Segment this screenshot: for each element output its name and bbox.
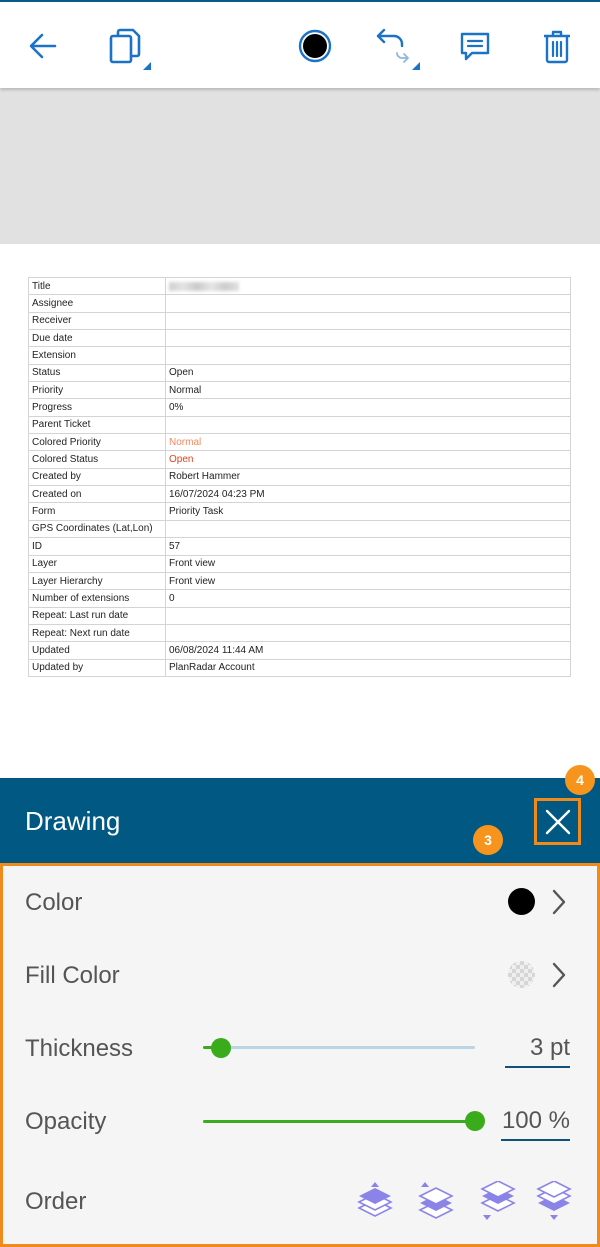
table-row: [29, 503, 571, 520]
field-value: Normal: [166, 382, 571, 399]
field-label: Layer: [29, 555, 166, 572]
close-button[interactable]: [534, 798, 581, 845]
chevron-right-icon[interactable]: [551, 888, 567, 916]
dropdown-indicator-icon: [143, 62, 151, 70]
table-row: [29, 399, 571, 416]
field-label: Due date: [29, 330, 166, 347]
opacity-slider-handle[interactable]: [465, 1111, 485, 1131]
field-value: 57: [166, 538, 571, 555]
field-value: [166, 624, 571, 641]
dropdown-indicator-icon: [412, 62, 420, 70]
table-row: [29, 642, 571, 659]
field-value: 16/07/2024 04:23 PM: [166, 486, 571, 503]
field-value: [166, 416, 571, 433]
field-label: Layer Hierarchy: [29, 572, 166, 589]
field-label: GPS Coordinates (Lat,Lon): [29, 520, 166, 537]
order-label: Order: [25, 1188, 87, 1215]
thickness-value-field[interactable]: 3 pt: [505, 1034, 570, 1068]
drawing-options-panel: [0, 863, 600, 1247]
close-icon: [545, 809, 571, 835]
opacity-slider-fill: [203, 1120, 475, 1123]
field-value: [166, 607, 571, 624]
step-badge-4: 4: [565, 765, 595, 795]
copy-pages-icon[interactable]: [103, 24, 147, 68]
fill-color-label: Fill Color: [25, 962, 120, 989]
table-row: [29, 572, 571, 589]
table-row: [29, 312, 571, 329]
trash-icon[interactable]: [535, 24, 579, 68]
table-row: [29, 538, 571, 555]
field-value: [166, 330, 571, 347]
field-label: Form: [29, 503, 166, 520]
field-value: Front view: [166, 572, 571, 589]
field-label: Status: [29, 364, 166, 381]
opacity-value-field[interactable]: 100 %: [501, 1107, 570, 1141]
table-row: [29, 416, 571, 433]
bring-to-front-icon[interactable]: [355, 1181, 395, 1221]
color-label: Color: [25, 889, 83, 916]
field-label: Receiver: [29, 312, 166, 329]
back-arrow-icon[interactable]: [21, 24, 65, 68]
ticket-fields-table: [28, 277, 571, 677]
panel-title: Drawing: [25, 806, 121, 836]
comment-icon[interactable]: [453, 24, 497, 68]
table-row: [29, 486, 571, 503]
field-value: [166, 295, 571, 312]
field-label: Created by: [29, 468, 166, 485]
table-row: [29, 278, 571, 295]
thickness-label: Thickness: [25, 1035, 134, 1062]
chevron-right-icon[interactable]: [551, 961, 567, 989]
field-value: Robert Hammer: [166, 468, 571, 485]
field-value: Open: [166, 364, 571, 381]
field-value: Normal: [166, 434, 571, 451]
field-value: Front view: [166, 555, 571, 572]
field-value: 0: [166, 590, 571, 607]
field-label: Number of extensions: [29, 590, 166, 607]
field-value: Priority Task: [166, 503, 571, 520]
ticket-document: [28, 277, 571, 677]
field-label: Priority: [29, 382, 166, 399]
field-label: Created on: [29, 486, 166, 503]
undo-redo-icon[interactable]: [372, 24, 416, 68]
field-label: Repeat: Next run date: [29, 624, 166, 641]
fill-color-swatch[interactable]: [508, 961, 535, 988]
table-row: [29, 555, 571, 572]
table-row: [29, 624, 571, 641]
table-row: [29, 347, 571, 364]
table-row: [29, 659, 571, 676]
opacity-label: Opacity: [25, 1108, 107, 1135]
field-label: Parent Ticket: [29, 416, 166, 433]
table-row: [29, 520, 571, 537]
field-label: Repeat: Last run date: [29, 607, 166, 624]
field-value: [166, 520, 571, 537]
step-badge-3: 3: [473, 825, 503, 855]
field-label: Progress: [29, 399, 166, 416]
field-label: Extension: [29, 347, 166, 364]
field-value: [166, 347, 571, 364]
field-label: Assignee: [29, 295, 166, 312]
thickness-slider-handle[interactable]: [211, 1038, 231, 1058]
table-row: [29, 382, 571, 399]
top-toolbar: [0, 0, 600, 88]
color-swatch[interactable]: [508, 888, 535, 915]
table-row: [29, 590, 571, 607]
field-value: [166, 312, 571, 329]
table-row: [29, 295, 571, 312]
redacted-title: [169, 282, 239, 291]
field-label: Updated: [29, 642, 166, 659]
field-value: 0%: [166, 399, 571, 416]
field-value: [166, 278, 571, 295]
bring-forward-icon[interactable]: [416, 1181, 456, 1221]
canvas-gray-band: [0, 88, 600, 244]
send-backward-icon[interactable]: [478, 1181, 518, 1221]
field-label: Colored Priority: [29, 434, 166, 451]
send-to-back-icon[interactable]: [534, 1181, 574, 1221]
table-row: [29, 451, 571, 468]
drawing-panel-header: [0, 778, 600, 863]
table-row: [29, 607, 571, 624]
field-value: 06/08/2024 11:44 AM: [166, 642, 571, 659]
table-row: [29, 330, 571, 347]
color-dot-icon[interactable]: [293, 24, 337, 68]
table-row: [29, 468, 571, 485]
field-label: Updated by: [29, 659, 166, 676]
field-value: Open: [166, 451, 571, 468]
field-label: ID: [29, 538, 166, 555]
table-row: [29, 364, 571, 381]
field-label: Colored Status: [29, 451, 166, 468]
table-row: [29, 434, 571, 451]
field-value: PlanRadar Account: [166, 659, 571, 676]
field-label: Title: [29, 278, 166, 295]
thickness-slider-track[interactable]: [203, 1046, 475, 1049]
